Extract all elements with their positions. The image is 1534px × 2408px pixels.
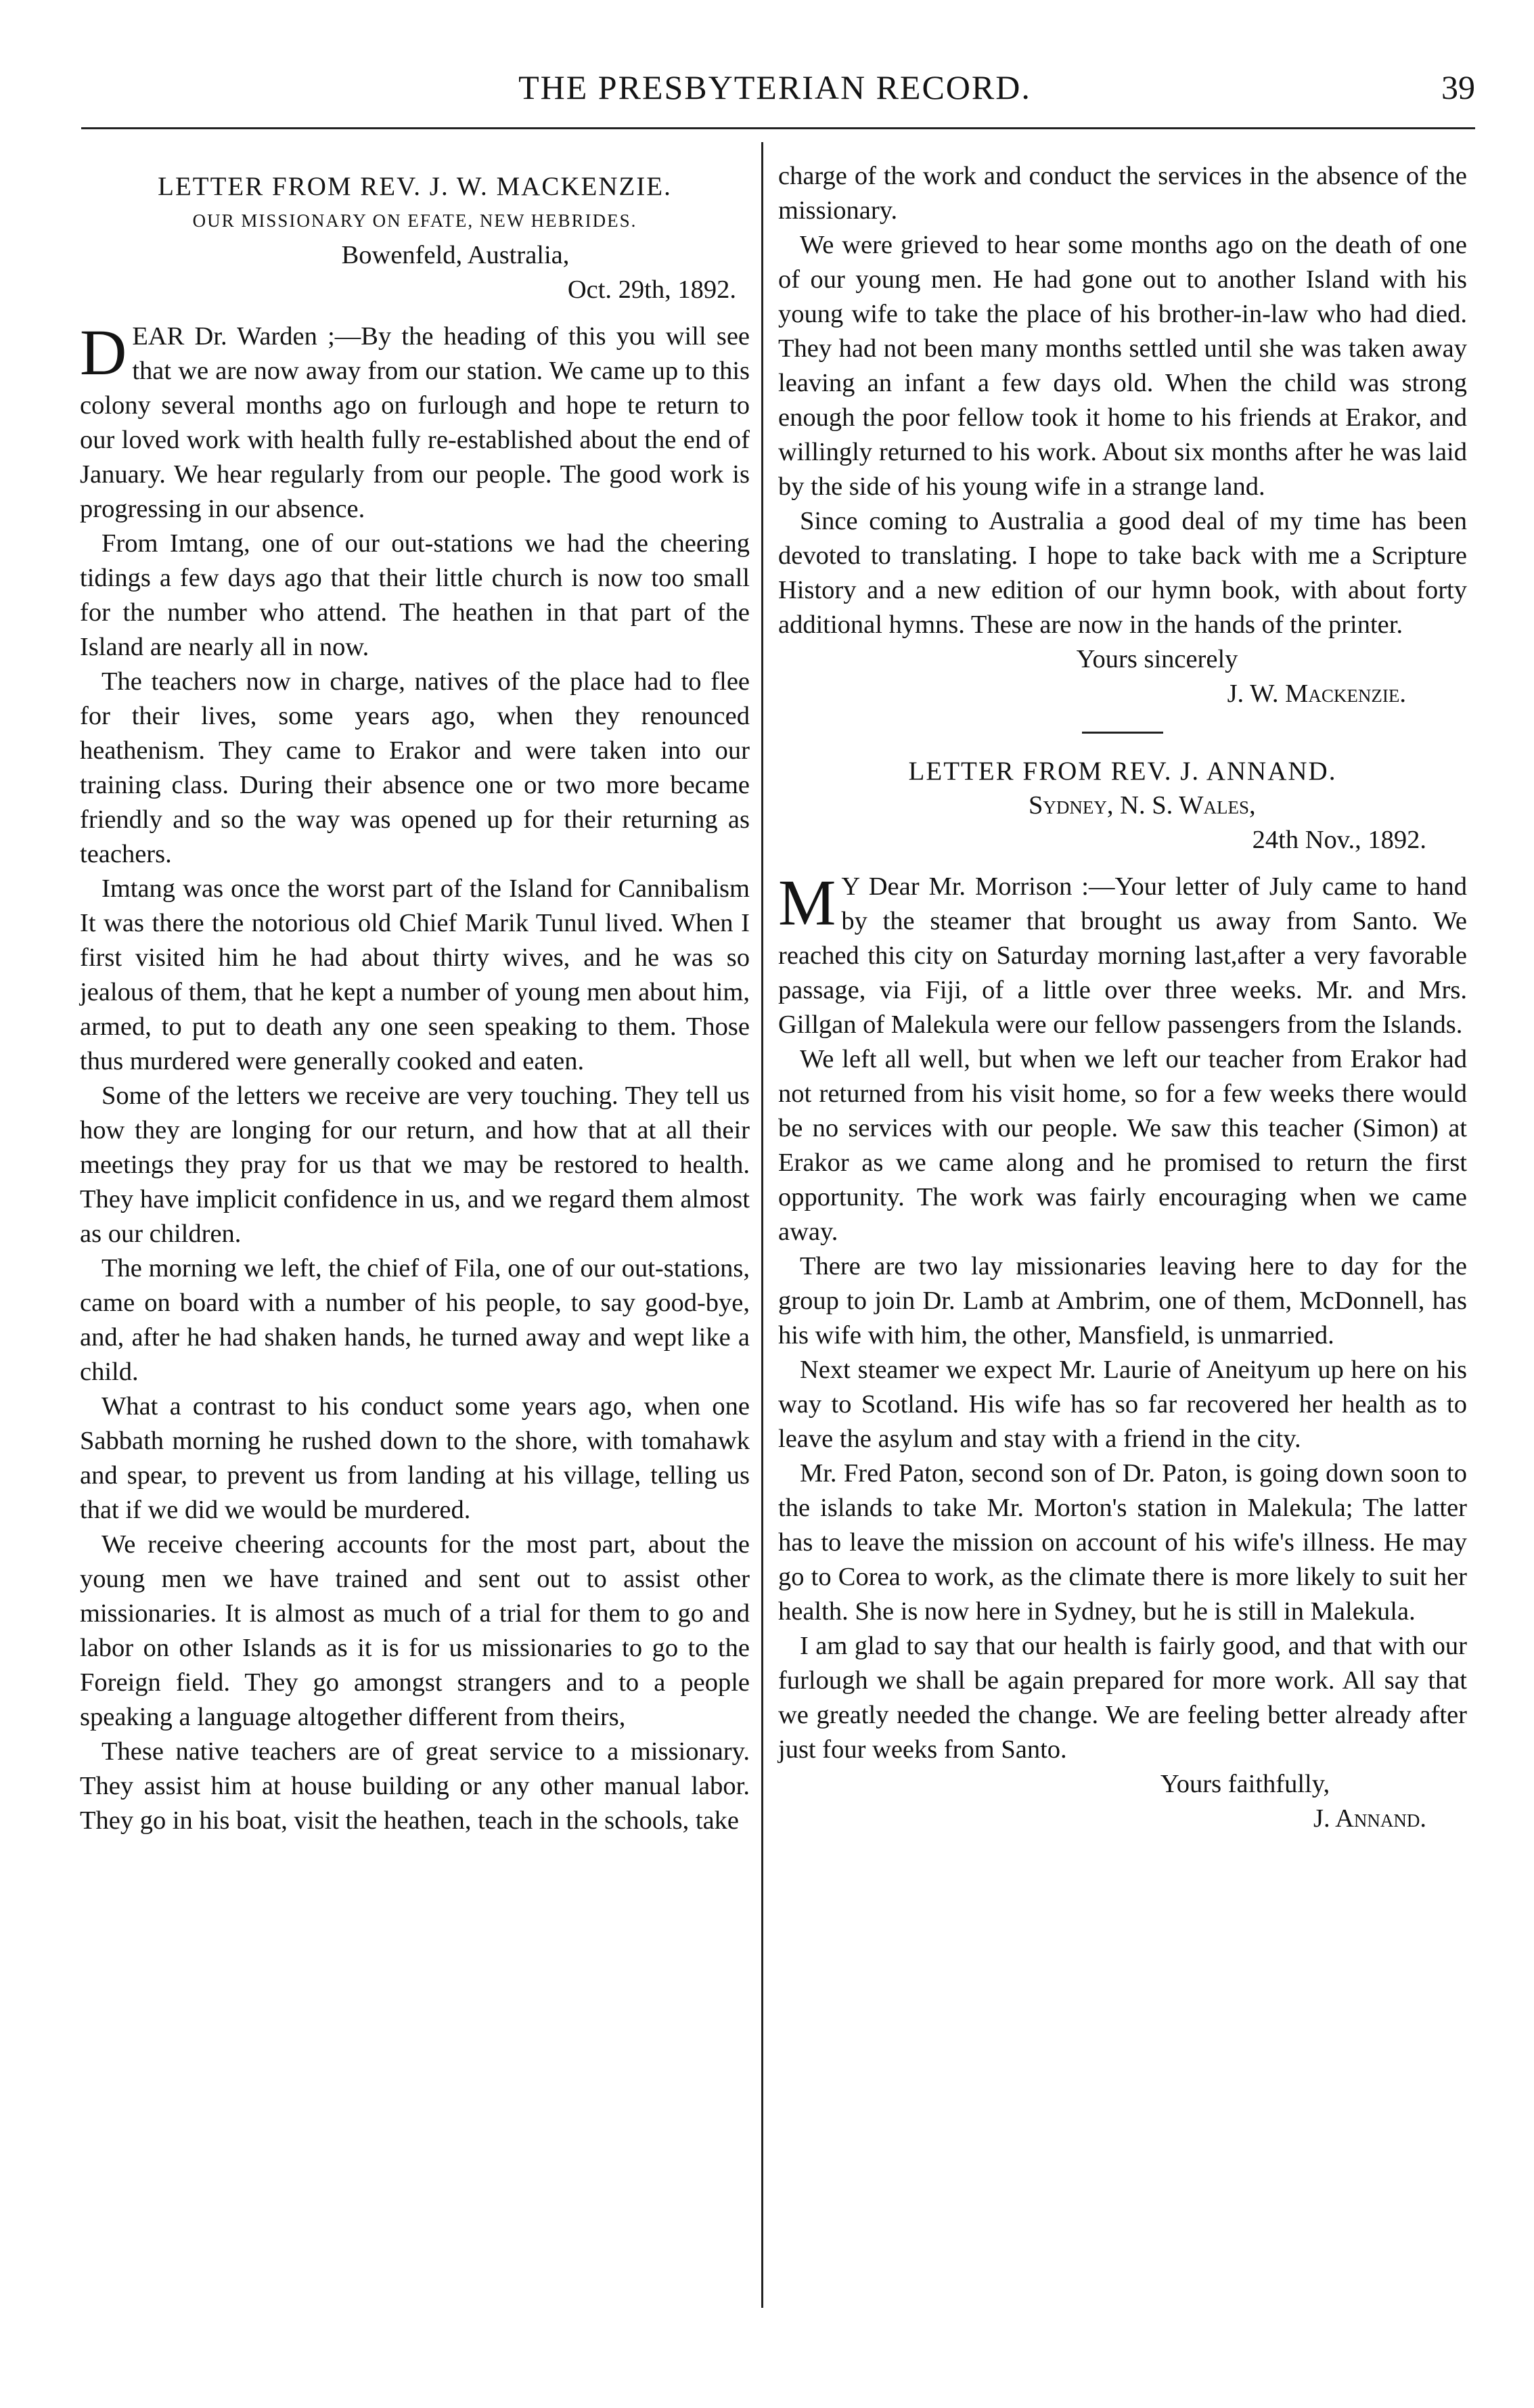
paragraph: From Imtang, one of our out-stations we had the cheering tidings a few days ago that their little church is now too small for the number who attend. The heathen in that part of the Island are nearly all in now. (80, 529, 750, 661)
paragraph: We left all well, but when we left our teacher from Erakor had not returned from his visit home, so for a few weeks there would be no services with our people. We saw this teacher (Simon) at Erakor as we came along and he promised to return the first opportunity. The work was fairly encouraging when we came away. (778, 1045, 1467, 1246)
dropcap: D (80, 316, 127, 388)
page-header (74, 68, 1475, 122)
letter1-heading: LETTER FROM REV. J. W. MACKENZIE. (158, 172, 672, 201)
dropcap: M (778, 866, 836, 939)
letter2-salutation-text: Y Dear Mr. Morrison :—Your letter of July came to hand by the steamer that brought us away from Santo. We reached this city on Saturday morning last,after a very favorable passage, via Fiji, of a little over three weeks. Mr. and Mrs. Gillgan of Malekula were our fellow passengers from the Islands. (778, 872, 1467, 1039)
letter1-signature: J. W. Mackenzie. (1227, 679, 1406, 708)
letter2-location: Sydney, N. S. Wales, (1029, 791, 1256, 820)
paragraph: The teachers now in charge, natives of the place had to flee for their lives, some years ago, when they renounced heathenism. They came to Erakor and were taken into our training class. During their absence one or two more became friendly and so the way was opened up for their returning as teachers. (80, 667, 750, 868)
letter1-salutation (80, 316, 750, 527)
paragraph: There are two lay missionaries leaving here to day for the group to join Dr. Lamb at Ambrim, one of them, McDonnell, has his wife with him, the other, Mansfield, is unmarried. (778, 1252, 1467, 1350)
paragraph: These native teachers are of great service to a missionary. They assist him at house building or any other manual labor. They go in his boat, visit the heathen, teach in the schools, take (80, 1737, 750, 1835)
paragraph: Imtang was once the worst part of the Island for Cannibalism It was there the notorious old Chief Marik Tunul lived. When I first visited him he had about thirty wives, and he was so jealous of them, that he kept a number of young men about him, armed, to put to death any one seen speaking to them. Those thus murdered were generally cooked and eaten. (80, 874, 750, 1075)
paragraph: What a contrast to his conduct some years ago, when one Sabbath morning he rushed down to the shore, with tomahawk and spear, to prevent us from landing at his village, telling us that if we did we would be murdered. (80, 1392, 750, 1524)
letter1-location: Bowenfeld, Australia, (341, 241, 570, 269)
letter2-signature: J. Annand. (1313, 1804, 1426, 1833)
header-rule (81, 127, 1475, 129)
letter1-subheading: OUR MISSIONARY ON EFATE, NEW HEBRIDES. (192, 210, 637, 231)
paragraph: Some of the letters we receive are very touching. They tell us how they are longing for our return, and how that at all their meetings they pray for us that we may be restored to health. They have implicit confidence in us, and we regard them almost as our children. (80, 1082, 750, 1248)
paragraph: The morning we left, the chief of Fila, one of our out-stations, came on board with a number of his people, to say good-bye, and, after he had shaken hands, he turned away and wept like a child. (80, 1254, 750, 1386)
paragraph: We were grieved to hear some months ago on the death of one of our young men. He had gone out to another Island with his young wife to take the place of his brother-in-law who had died. They had not been many months settled until she was taken away leaving an infant a few days old. When the child was strong enough the poor fellow took it home to his friends at Erakor, and willingly returned to his work. About six months after he was laid by the side of his young wife in a strange land. (778, 231, 1467, 501)
paragraph: charge of the work and conduct the services in the absence of the missionary. (778, 162, 1467, 225)
column-divider (761, 142, 763, 2308)
letter2-closing: Yours faithfully, (1160, 1770, 1330, 1798)
paragraph: I am glad to say that our health is fairly good, and that with our furlough we shall be again prepared for more work. All say that we greatly needed the change. We are feeling better already after just four weeks from Santo. (778, 1632, 1467, 1764)
letter2-salutation (778, 866, 1467, 1042)
paragraph: Mr. Fred Paton, second son of Dr. Paton, is going down soon to the islands to take Mr. Morton's station in Malekula; The latter has to leave the mission on account of his wife's illness. He may go to Corea to work, as the climate there is more likely to suit her health. She is now here in Sydney, but he is still in Malekula. (778, 1459, 1467, 1626)
letter2-date: 24th Nov., 1892. (1252, 826, 1426, 854)
paragraph: Since coming to Australia a good deal of my time has been devoted to translating. I hope to take back with me a Scripture History and a new edition of our hymn book, with about forty additional hymns. These are now in the hands of the printer. (778, 507, 1467, 639)
letter1-salutation-text: EAR Dr. Warden ;—By the heading of this you will see that we are now away from our station. We came up to this colony several months ago on furlough and hope te return to our loved work with health fully re-established about the end of January. We hear regularly from our people. The good work is progressing in our absence. (80, 322, 750, 523)
section-separator (1082, 732, 1163, 734)
letter1-closing: Yours sincerely (1076, 645, 1238, 673)
left-column (80, 169, 750, 1838)
paragraph: We receive cheering accounts for the most part, about the young men we have trained and sent out to assist other missionaries. It is almost as much of a trial for them to go and labor on other Islands as it is for us missionaries to go to the Foreign field. They go amongst strangers and to a people speaking a language altogether different from theirs, (80, 1530, 750, 1731)
running-title: THE PRESBYTERIAN RECORD. (518, 68, 1031, 106)
letter1-date: Oct. 29th, 1892. (567, 275, 736, 304)
right-column (778, 159, 1467, 1836)
page-number: 39 (1441, 68, 1475, 106)
letter2-heading: LETTER FROM REV. J. ANNAND. (908, 757, 1337, 786)
paragraph: Next steamer we expect Mr. Laurie of Aneityum up here on his way to Scotland. His wife has so far recovered her health as to leave the asylum and stay with a friend in the city. (778, 1356, 1467, 1453)
